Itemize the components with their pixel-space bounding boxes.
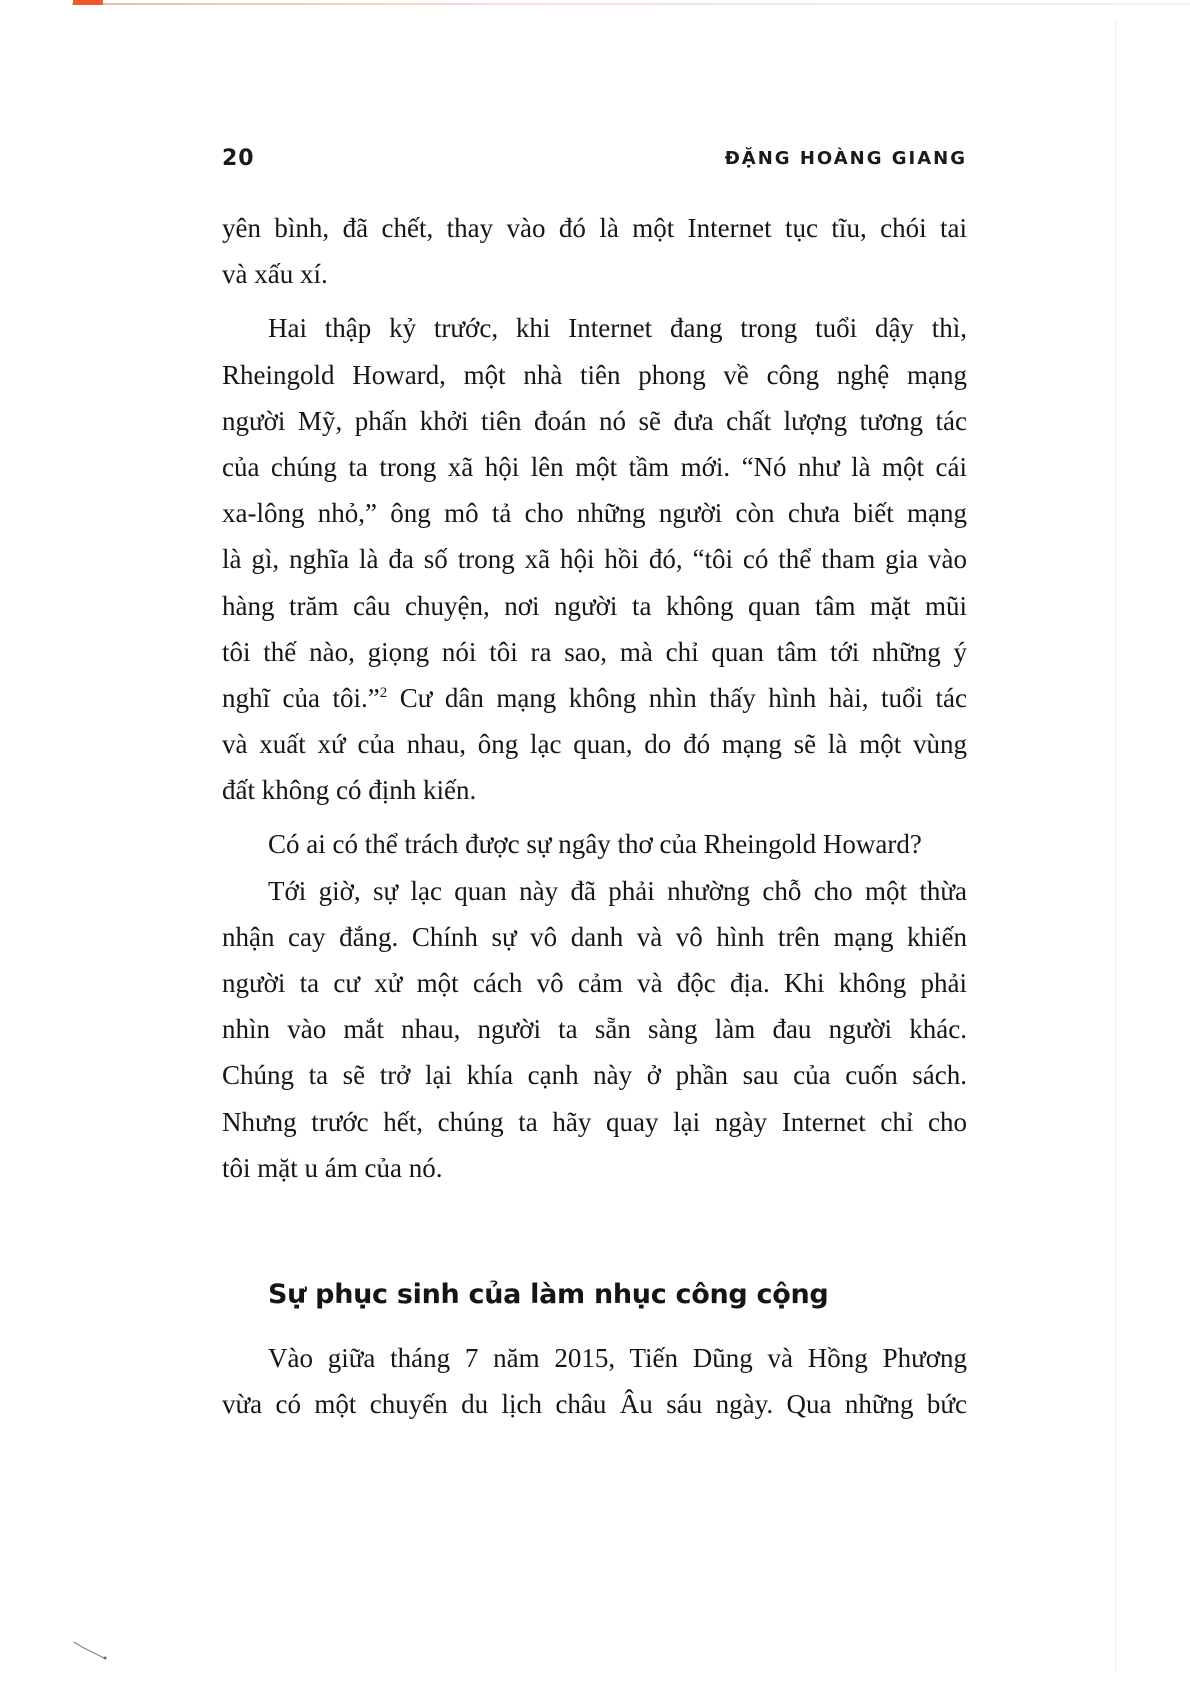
- paragraph: [222, 821, 967, 867]
- text-line: đất không có định kiến.: [222, 775, 477, 806]
- text-line: và xuất xứ của nhau, ông lạc quan, do đó mạng sẽ là một vùng: [222, 729, 967, 760]
- text-line: và xấu xí.: [222, 259, 328, 290]
- text-line: [222, 675, 967, 721]
- paragraph: [222, 205, 967, 297]
- page-number: 20: [222, 146, 255, 171]
- text-line: Tới giờ, sự lạc quan này đã phải nhường chỗ cho một thừa: [268, 875, 967, 906]
- text-line: Vào giữa tháng 7 năm 2015, Tiến Dũng và Hồng Phương: [268, 1343, 967, 1373]
- scan-artifact-mark: [72, 1640, 108, 1660]
- text-line: xa-lông nhỏ,” ông mô tả cho những người còn chưa biết mạng: [222, 498, 967, 529]
- page-edge-right: [1115, 20, 1116, 1670]
- text-line: người ta cư xử một cách vô cảm và độc địa. Khi không phải: [222, 968, 967, 998]
- text-line: Có ai có thể trách được sự ngây thơ của Rheingold Howard?: [268, 829, 922, 860]
- paragraph: [222, 868, 967, 1191]
- text-line: vừa có một chuyến du lịch châu Âu sáu ngày. Qua những bức: [222, 1389, 967, 1420]
- running-head-author: ĐẶNG HOÀNG GIANG: [724, 148, 967, 169]
- text-line: là gì, nghĩa là đa số trong xã hội hồi đó, “tôi có thể tham gia vào: [222, 544, 967, 575]
- paragraph: [222, 305, 967, 813]
- text-line: nhận cay đắng. Chính sự vô danh và vô hình trên mạng khiến: [222, 921, 967, 952]
- cover-edge-mark: [73, 0, 103, 5]
- text-line: Chúng ta sẽ trở lại khía cạnh này ở phần sau của cuốn sách.: [222, 1060, 967, 1091]
- quote-end: nghĩ của tôi.”: [222, 682, 380, 713]
- text-line: Hai thập kỷ trước, khi Internet đang trong tuổi dậy thì,: [268, 313, 967, 344]
- text-line: tôi mặt u ám của nó.: [222, 1152, 443, 1183]
- body-text: [222, 205, 967, 1191]
- text-line: tôi thế nào, giọng nói tôi ra sao, mà chỉ quan tâm tới những ý: [222, 636, 967, 667]
- section-heading: Sự phục sinh của làm nhục công cộng: [268, 1279, 829, 1311]
- text-line: của chúng ta trong xã hội lên một tầm mới. “Nó như là một cái: [222, 451, 967, 482]
- line-tail: Cư dân mạng không nhìn thấy hình hài, tuổi tác: [387, 682, 967, 713]
- section-body-text: [222, 1335, 967, 1427]
- text-line: nhìn vào mắt nhau, người ta sẵn sàng làm đau người khác.: [222, 1014, 967, 1045]
- text-line: hàng trăm câu chuyện, nơi người ta không quan tâm mặt mũi: [222, 590, 967, 621]
- text-line: Rheingold Howard, một nhà tiên phong về công nghệ mạng: [222, 359, 967, 390]
- text-line: Nhưng trước hết, chúng ta hãy quay lại ngày Internet chỉ cho: [222, 1106, 967, 1137]
- text-line: yên bình, đã chết, thay vào đó là một Internet tục tĩu, chói tai: [222, 213, 967, 243]
- paragraph: [222, 1335, 967, 1427]
- text-line: người Mỹ, phấn khởi tiên đoán nó sẽ đưa chất lượng tương tác: [222, 405, 967, 436]
- footnote-marker[interactable]: 2: [379, 684, 388, 701]
- page-header: [222, 146, 967, 182]
- page-edge-top: [72, 3, 1190, 5]
